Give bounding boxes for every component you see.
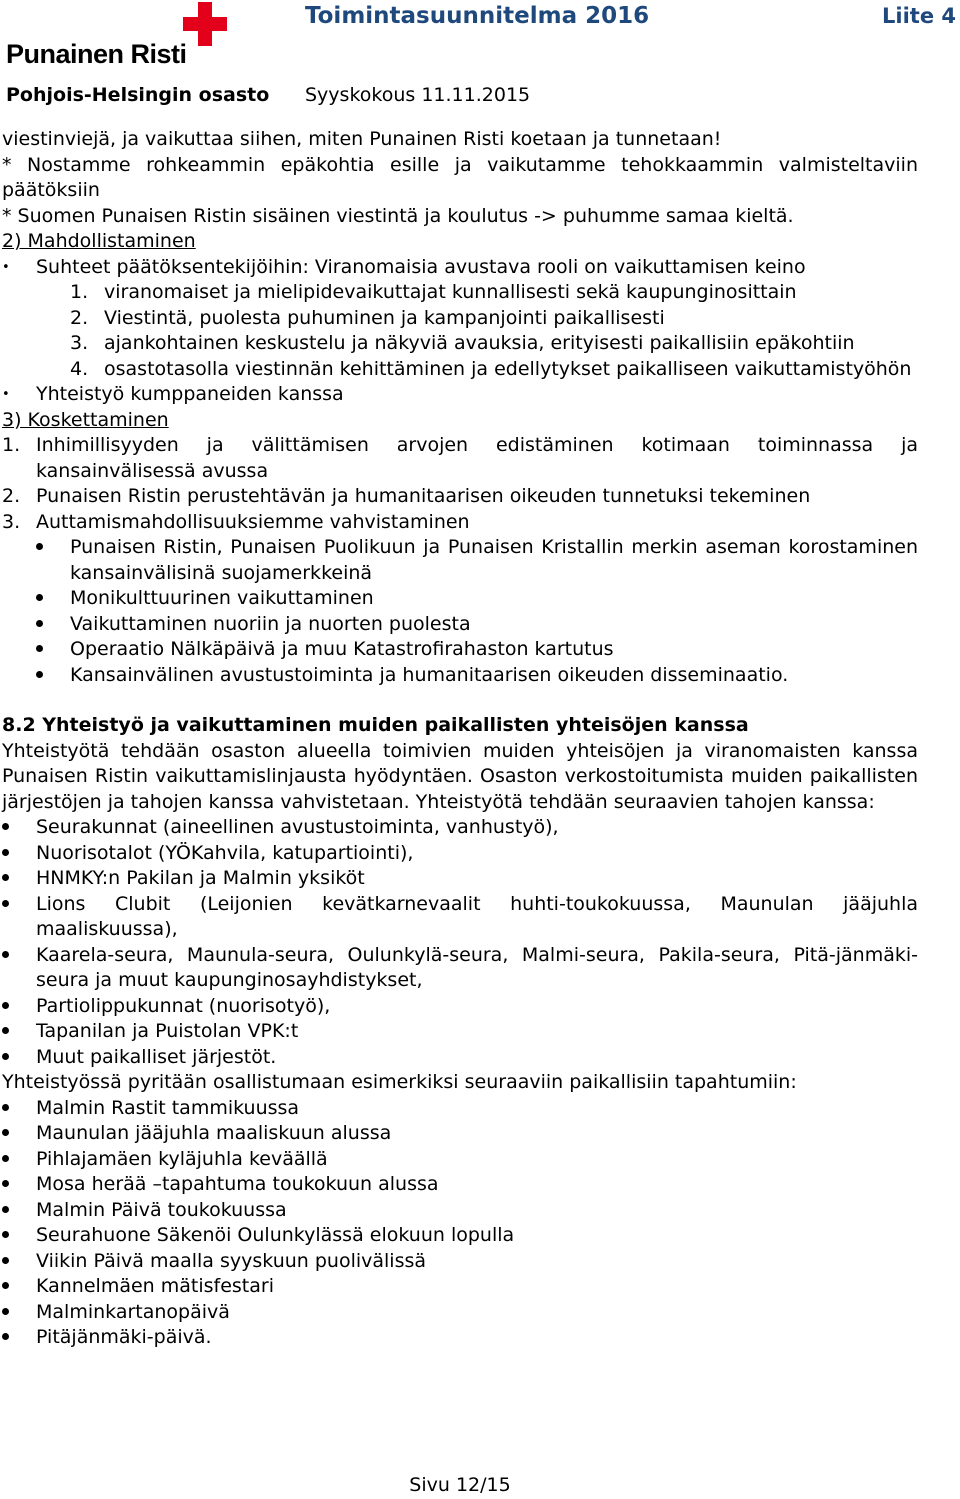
bullet-icon xyxy=(2,849,9,856)
bullet-icon xyxy=(2,1257,9,1264)
organization-logo-text: Punainen Risti xyxy=(6,39,187,69)
partners-list xyxy=(2,815,918,1070)
bullet-icon xyxy=(2,1333,9,1340)
bullet-icon xyxy=(36,671,43,678)
list-item: Maunulan jääjuhla maaliskuun alussa xyxy=(2,1121,918,1147)
bullet-icon xyxy=(2,823,9,830)
list-item: Lions Clubit (Leijonien kevätkarnevaalit huhti-toukokuussa, Maunulan jääjuhla maaliskuussa), xyxy=(2,892,918,943)
bullet-icon xyxy=(36,594,43,601)
list-item: Pitäjänmäki-päivä. xyxy=(2,1325,918,1351)
numbered-item: 3. Auttamismahdollisuuksiemme vahvistaminen xyxy=(2,510,470,533)
section-heading-mahdollistaminen: 2) Mahdollistaminen xyxy=(2,230,196,252)
bullet-icon xyxy=(2,1155,9,1162)
list-item: Muut paikalliset järjestöt. xyxy=(2,1045,918,1071)
bullet-icon xyxy=(2,1206,9,1213)
list-item: Punaisen Ristin, Punaisen Puolikuun ja Punaisen Kristallin merkin aseman korostaminen kansainvälisinä suojamerkkeinä xyxy=(2,535,918,586)
bullet-icon xyxy=(2,1002,9,1009)
list-item: Partiolippukunnat (nuorisotyö), xyxy=(2,994,918,1020)
bullet-icon xyxy=(2,1053,9,1060)
list-item: Kannelmäen mätisfestari xyxy=(2,1274,918,1300)
list-item: Kaarela-seura, Maunula-seura, Oulunkylä-seura, Malmi-seura, Pakila-seura, Pitä-jänmäki-seura ja muut kaupunginosayhdistykset, xyxy=(2,943,918,994)
list-item: • Suhteet päätöksentekijöihin: Viranomaisia avustava rooli on vaikuttamisen keino xyxy=(2,255,918,281)
bullet-icon xyxy=(2,1231,9,1238)
bullet-icon: • xyxy=(2,387,10,402)
bullet-icon: • xyxy=(2,259,10,275)
intro-line: * Suomen Punaisen Ristin sisäinen viestintä ja koulutus -> puhumme samaa kieltä. xyxy=(2,204,794,227)
list-item: Seurakunnat (aineellinen avustustoiminta, vanhustyö), xyxy=(2,815,918,841)
numbered-item: 1. viranomaiset ja mielipidevaikuttajat kunnallisesti sekä kaupunginosittain xyxy=(70,281,797,303)
bullet-icon xyxy=(2,1129,9,1136)
section-heading-koskettaminen: 3) Koskettaminen xyxy=(2,408,169,431)
section-heading-8-2: 8.2 Yhteistyö ja vaikuttaminen muiden paikallisten yhteisöjen kanssa xyxy=(2,714,749,736)
intro-line: * Nostamme rohkeammin epäkohtia esille ja vaikutamme tehokkaammin valmisteltaviin päätöksiin xyxy=(2,153,918,201)
numbered-item: 3. ajankohtainen keskustelu ja näkyviä avauksia, erityisesti paikallisiin epäkohtiin xyxy=(70,332,855,354)
red-cross-icon xyxy=(183,2,227,46)
list-item: Malmin Rastit tammikuussa xyxy=(2,1096,918,1122)
bullet-icon xyxy=(36,620,43,627)
bullet-icon xyxy=(2,1180,9,1187)
bullet-icon xyxy=(2,1027,9,1034)
list-item: Pihlajamäen kyläjuhla keväällä xyxy=(2,1147,918,1173)
bullet-icon xyxy=(2,874,9,881)
bullet-icon xyxy=(2,1308,9,1315)
list-item: Nuorisotalot (YÖKahvila, katupartiointi), xyxy=(2,841,918,867)
numbered-item: 1. Inhimillisyyden ja välittämisen arvojen edistäminen kotimaan toiminnassa ja kansainvälisessä avussa xyxy=(2,434,918,482)
bullet-icon xyxy=(2,951,9,958)
events-list xyxy=(2,1096,918,1351)
bullet-icon xyxy=(36,543,43,550)
bullet-icon xyxy=(36,645,43,652)
numbered-item: 2. Punaisen Ristin perustehtävän ja humanitaarisen oikeuden tunnetuksi tekeminen xyxy=(2,485,811,507)
list-item: Malmin Päivä toukokuussa xyxy=(2,1198,918,1224)
document-body xyxy=(2,127,918,1351)
numbered-item: 4. osastotasolla viestinnän kehittäminen ja edellytykset paikalliseen vaikuttamistyöhön xyxy=(70,357,912,380)
list-item: Mosa herää –tapahtuma toukokuun alussa xyxy=(2,1172,918,1198)
section-paragraph: Yhteistyötä tehdään osaston alueella toimivien muiden yhteisöjen ja viranomaisten kanssa Punaisen Ristin vaikuttamislinjausta hyödyntäen. Osaston verkostoitumista muiden paikallisten järjestöjen ja tahojen kanssa vahvistetaan. Yhteistyötä tehdään seuraavien tahojen kanssa: xyxy=(2,739,918,813)
numbered-item: 2. Viestintä, puolesta puhuminen ja kampanjointi paikallisesti xyxy=(70,306,665,329)
appendix-label: Liite 4 xyxy=(882,4,956,28)
document-title: Toimintasuunnitelma 2016 xyxy=(305,3,650,29)
branch-name: Pohjois-Helsingin osasto xyxy=(6,84,270,106)
list-item: Tapanilan ja Puistolan VPK:t xyxy=(2,1019,918,1045)
meeting-date: Syyskokous 11.11.2015 xyxy=(305,84,531,106)
intro-line: viestinviejä, ja vaikuttaa siihen, miten Punainen Risti koetaan ja tunnetaan! xyxy=(2,128,722,150)
list-item: Vaikuttaminen nuoriin ja nuorten puolesta xyxy=(2,612,918,638)
list-item: HNMKY:n Pakilan ja Malmin yksiköt xyxy=(2,866,918,892)
events-intro: Yhteistyössä pyritään osallistumaan esimerkiksi seuraaviin paikallisiin tapahtumiin: xyxy=(2,1071,797,1093)
list-item: Operaatio Nälkäpäivä ja muu Katastrofirahaston kartutus xyxy=(2,637,918,663)
list-item: Kansainvälinen avustustoiminta ja humanitaarisen oikeuden disseminaatio. xyxy=(2,663,918,689)
page-number: Sivu 12/15 xyxy=(409,1474,511,1496)
bullet-icon xyxy=(2,1104,9,1111)
list-item: Viikin Päivä maalla syyskuun puolivälissä xyxy=(2,1249,918,1275)
list-item: • Yhteistyö kumppaneiden kanssa xyxy=(2,382,918,408)
bullet-icon xyxy=(2,1282,9,1289)
list-item: Seurahuone Säkenöi Oulunkylässä elokuun lopulla xyxy=(2,1223,918,1249)
list-item: Malminkartanopäivä xyxy=(2,1300,918,1326)
document-header xyxy=(0,0,960,110)
list-item: Monikulttuurinen vaikuttaminen xyxy=(2,586,918,612)
bullet-icon xyxy=(2,900,9,907)
